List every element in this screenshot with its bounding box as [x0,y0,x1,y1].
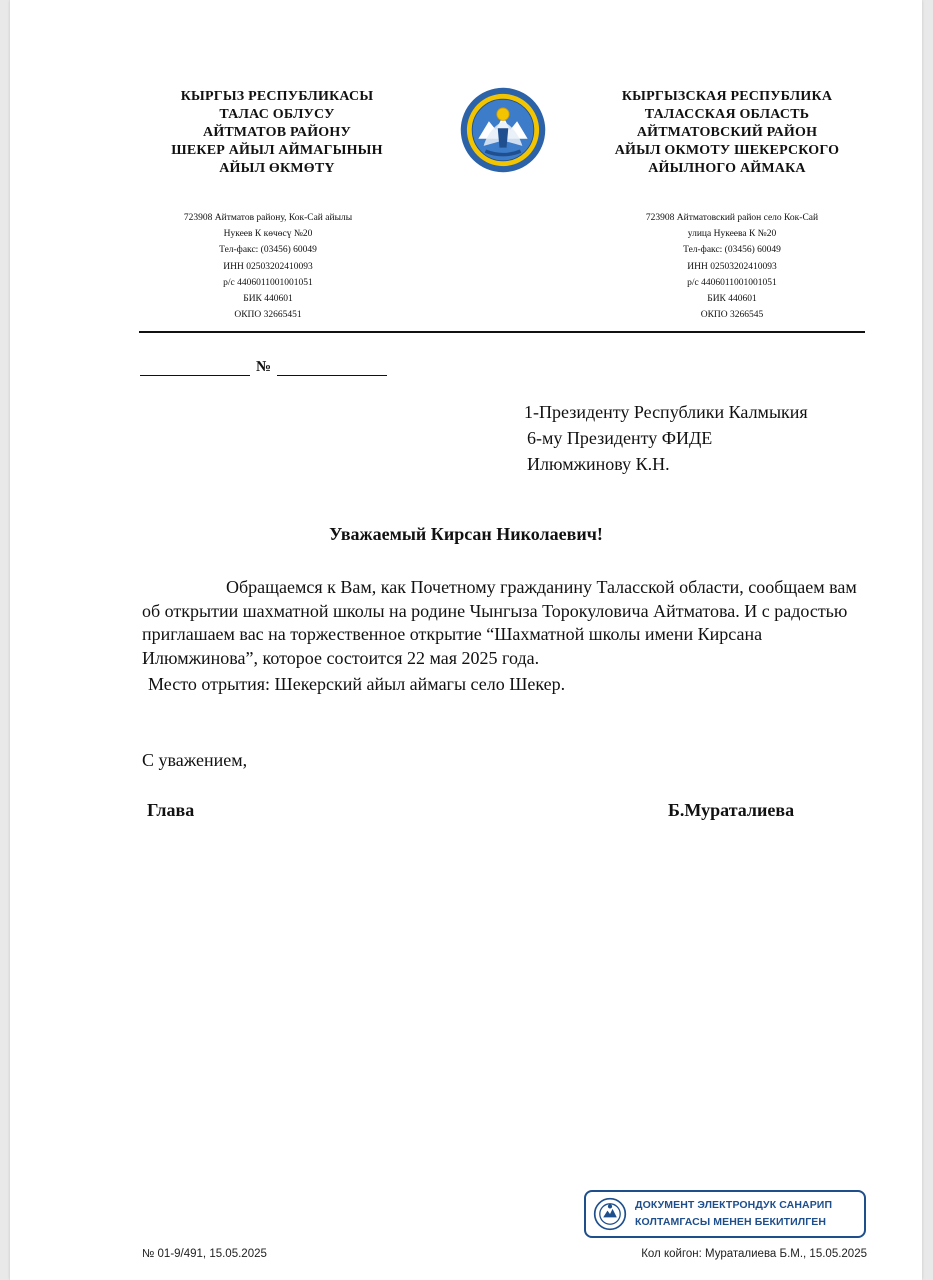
header-kyrgyz [132,88,422,178]
addressee-line: 1-Президенту Республики Калмыкия [524,402,808,422]
state-emblem-icon [459,86,547,174]
header-line: АЙТМАТОВ РАЙОНУ [203,125,351,140]
address-line: БИК 440601 [707,294,757,305]
address-line: ИНН 02503202410093 [223,261,313,272]
address-line: р/с 4406011001001051 [687,277,777,288]
signer-title: Глава [147,800,195,820]
header-russian [582,88,872,178]
letter-body [142,576,870,697]
greeting: Уважаемый Кирсан Николаевич! [329,524,603,544]
seal-icon [593,1197,627,1231]
header-line: ШЕКЕР АЙЫЛ АЙМАГЫНЫН [171,143,383,158]
address-line: ОКПО 3266545 [700,310,764,321]
header-line: АЙЫЛ ОКМОТУ ШЕКЕРСКОГО [614,143,840,158]
header-line: КЫРГЫЗ РЕСПУБЛИКАСЫ [180,89,374,104]
registration-line [140,359,387,376]
addressee-line: Илюмжинову К.Н. [527,454,670,474]
signed-by: Кол койгон: Мураталиева Б.М., 15.05.2025 [641,1248,867,1260]
number-sign: № [256,359,272,375]
header-line: АЙТМАТОВСКИЙ РАЙОН [636,125,818,140]
address-line: ИНН 02503202410093 [687,261,777,272]
stamp-line: КОЛТАМГАСЫ МЕНЕН БЕКИТИЛГЕН [635,1216,827,1228]
header-line: ТАЛАС ОБЛУСУ [219,107,335,122]
document-page [10,0,922,1280]
number-blank [277,361,387,376]
address-line: Тел-факс: (03456) 60049 [219,245,317,256]
address-line: улица Нукеева К №20 [687,229,777,240]
address-line: Тел-факс: (03456) 60049 [683,245,781,256]
document-number: № 01-9/491, 15.05.2025 [142,1248,267,1260]
stamp-line: ДОКУМЕНТ ЭЛЕКТРОНДУК САНАРИП [635,1199,833,1211]
address-russian [602,210,862,323]
address-kyrgyz [138,210,398,323]
address-line: БИК 440601 [243,294,293,305]
address-line: р/с 4406011001001051 [223,277,313,288]
date-blank [140,361,250,376]
addressee-block [524,399,808,477]
header-line: АЙЫЛ ӨКМӨТҮ [219,161,335,176]
address-line: ОКПО 32665451 [234,310,302,321]
header-line: ТАЛАССКАЯ ОБЛАСТЬ [644,107,810,122]
opening-place: Место отрытия: Шекерский айыл аймагы село Шекер. [148,674,566,694]
header-line: АЙЫЛНОГО АЙМАКА [648,161,806,176]
addressee-line: 6-му Президенту ФИДЕ [527,428,713,448]
address-line: 723908 Айтматовский район село Кок-Сай [645,213,819,223]
header-line: КЫРГЫЗСКАЯ РЕСПУБЛИКА [621,89,833,104]
address-line: 723908 Айтматов району, Кок-Сай айылы [183,213,353,223]
header-divider [139,331,865,333]
address-line: Нукеев К көчөсү №20 [223,229,313,240]
signer-name: Б.Мураталиева [668,800,795,820]
closing: С уважением, [142,750,248,770]
e-signature-stamp [584,1190,866,1238]
body-paragraph: Обращаемся к Вам, как Почетному гражданину Таласской области, сообщаем вам об открытии шахматной школы на родине Чынгыза Торокуловича Айтматова. И с радостью приглашаем вас на торжественное открытие “Шахматной школы имени Кирсана Илюмжинова”, которое состоится 22 мая 2025 года. [142,577,857,668]
